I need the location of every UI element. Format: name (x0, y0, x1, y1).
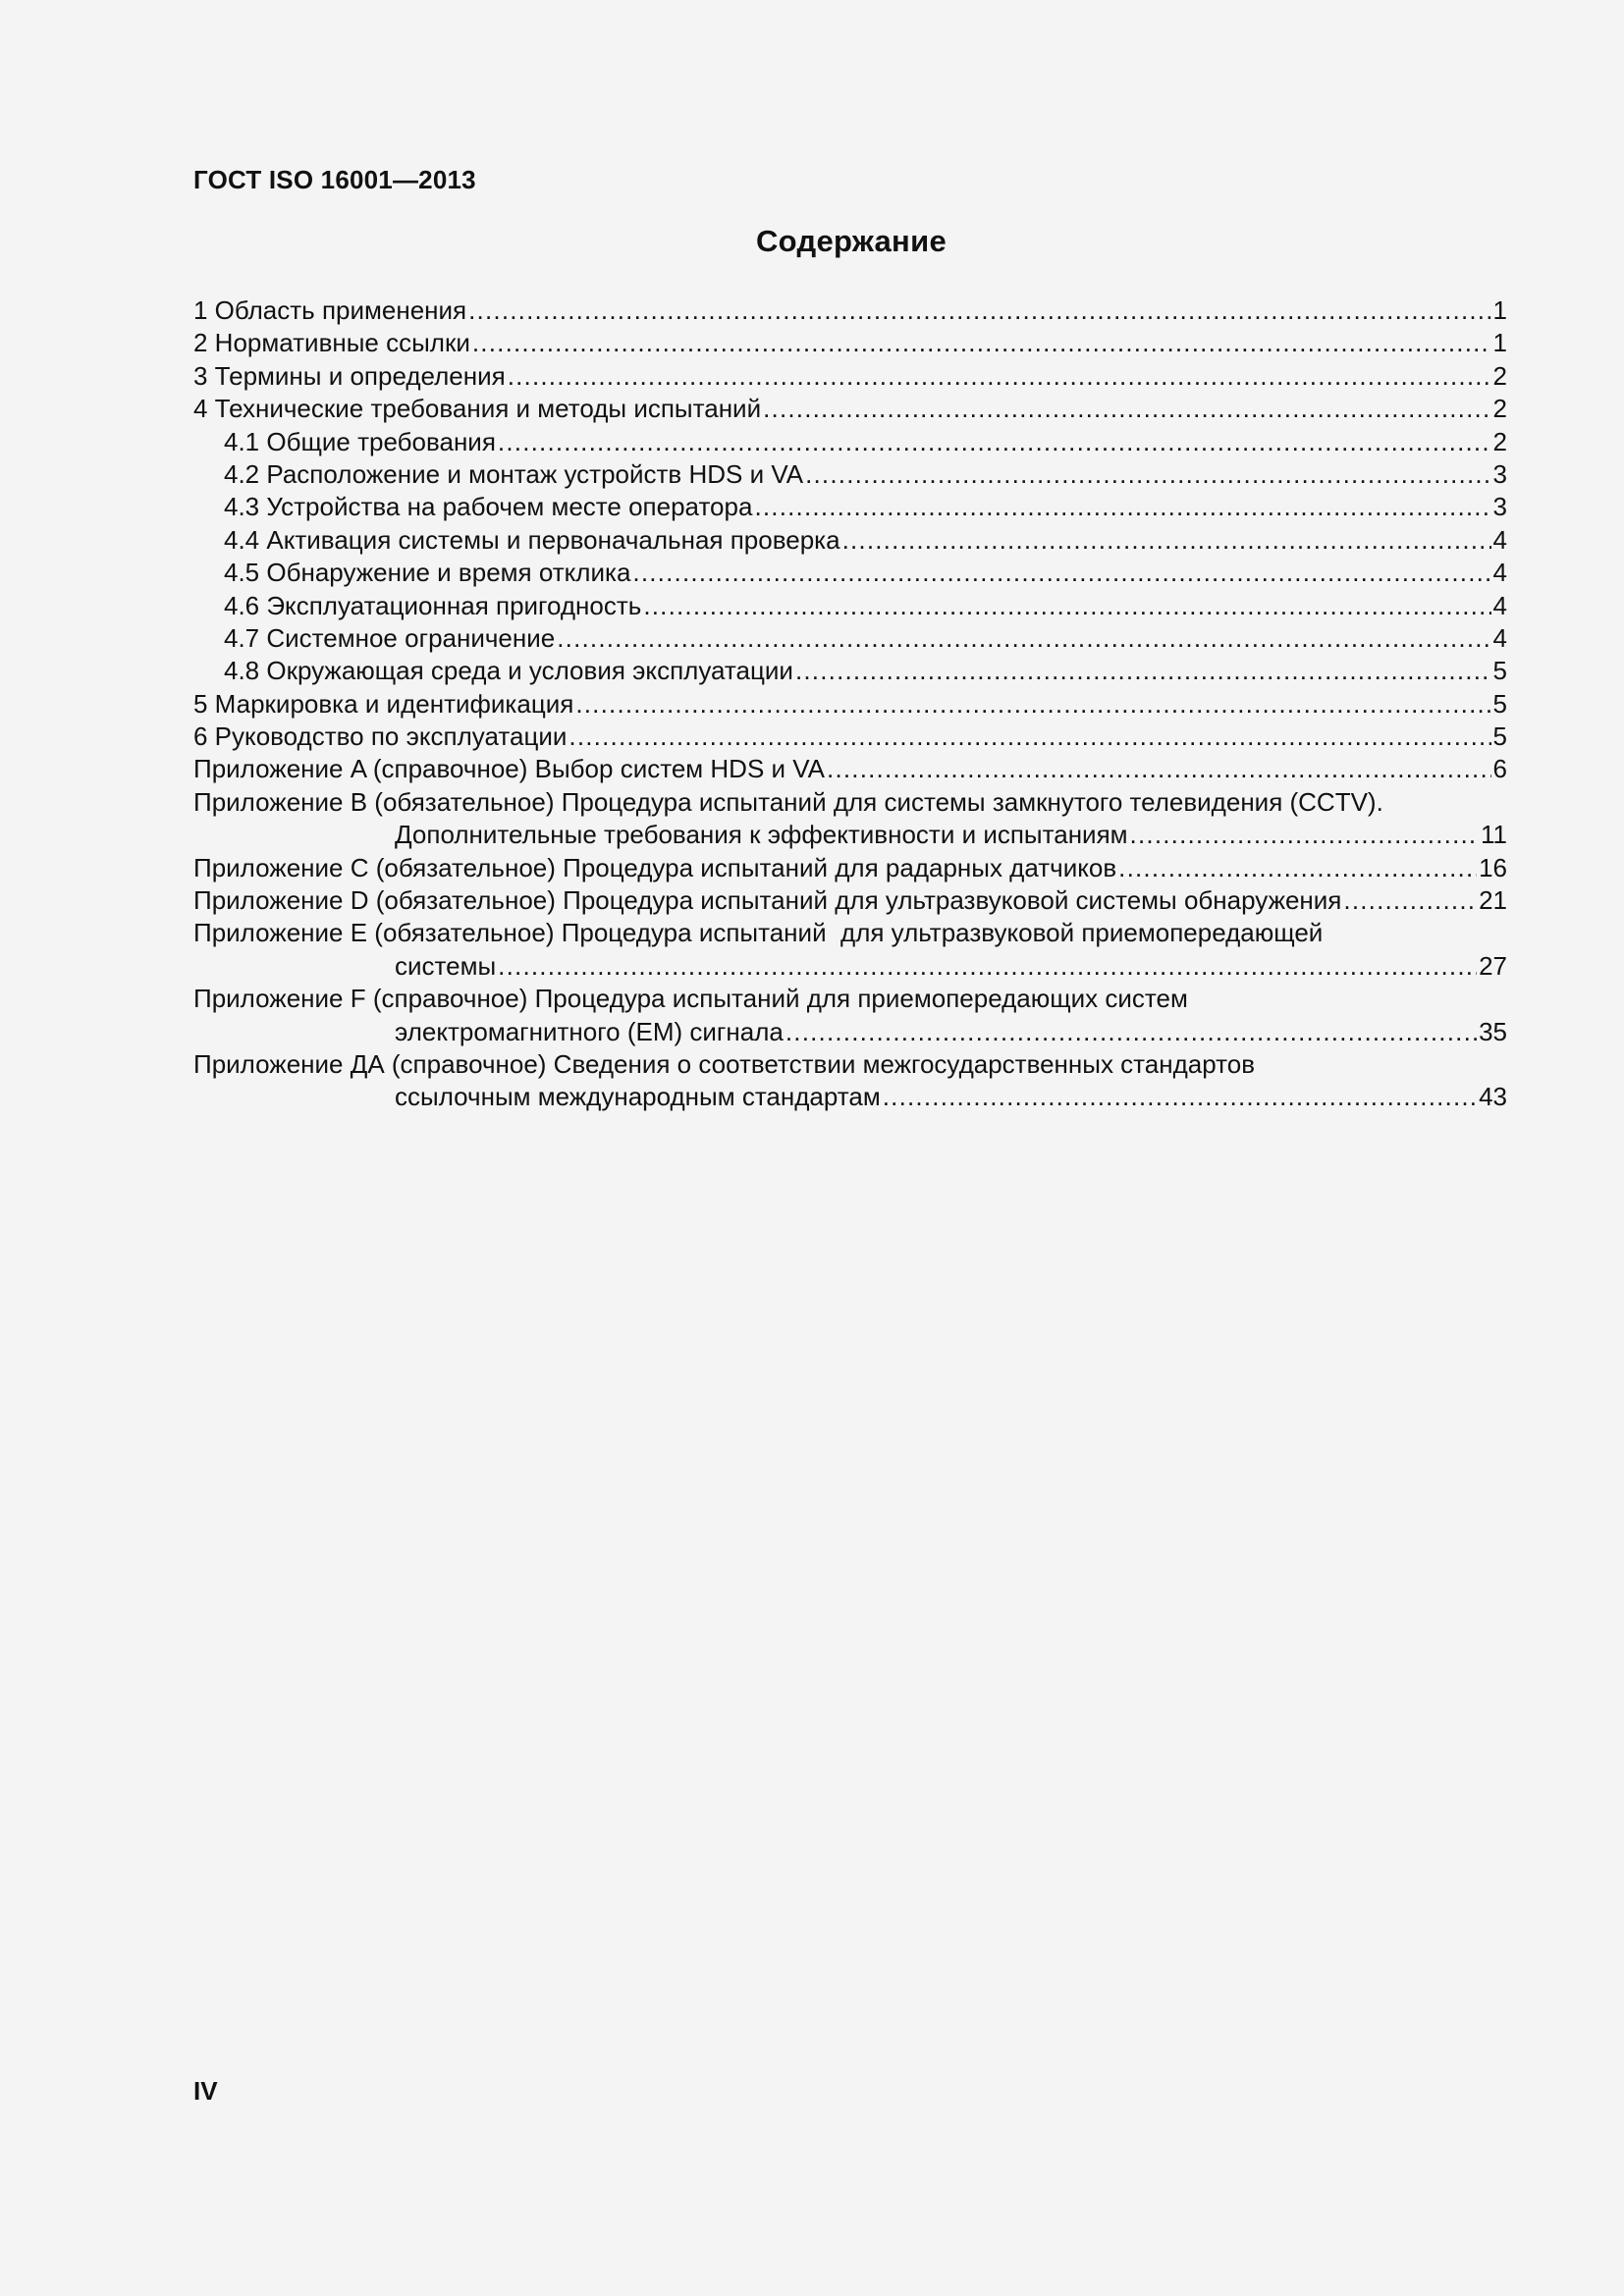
toc-entry-page: 4 (1492, 622, 1507, 653)
toc-entry-annex-da[interactable] (193, 1048, 1507, 1081)
toc-leader-dots (568, 721, 1490, 753)
toc-entry-page: 2 (1492, 426, 1507, 456)
toc-subentry[interactable] (193, 557, 1507, 589)
toc-leader-dots (785, 1016, 1477, 1048)
toc-entry-page: 1 (1492, 328, 1507, 358)
toc-entry-page: 5 (1492, 688, 1507, 719)
toc-entry-page: 5 (1492, 721, 1507, 752)
toc-entry-annex-e[interactable] (193, 917, 1507, 949)
toc-entry-text: Приложение A (справочное) Выбор систем HDS и VA (193, 754, 826, 784)
toc-leader-dots (842, 524, 1491, 557)
toc-title: Содержание (756, 224, 947, 258)
toc-leader-dots (498, 950, 1477, 983)
toc-leader-dots (754, 491, 1490, 523)
toc-entry-text: Приложение D (обязательное) Процедура испытаний для ультразвуковой системы обнаружения (193, 885, 1342, 916)
toc-leader-dots (883, 1081, 1477, 1113)
toc-leader-dots (643, 590, 1490, 622)
toc-subentry[interactable] (193, 458, 1507, 491)
toc-leader-dots (632, 557, 1490, 589)
toc-entry[interactable] (193, 294, 1507, 327)
toc-leader-dots (1118, 852, 1477, 884)
toc-entry-text: Приложение E (обязательное) Процедура испытаний для ультразвуковой приемопередающей (193, 918, 1324, 948)
toc-entry[interactable] (193, 721, 1507, 753)
toc-leader-dots (472, 327, 1491, 359)
toc-leader-dots (805, 458, 1490, 491)
toc-entry[interactable] (193, 393, 1507, 425)
toc-entry-annex-d[interactable] (193, 884, 1507, 917)
toc-entry-continuation[interactable] (193, 819, 1507, 851)
toc-subentry[interactable] (193, 622, 1507, 655)
toc-entry-text: Дополнительные требования к эффективности и испытаниям (395, 820, 1128, 850)
toc-entry[interactable] (193, 327, 1507, 359)
toc-entry-page: 4 (1492, 590, 1507, 620)
toc-entry-text: системы (395, 950, 497, 981)
toc-subentry[interactable] (193, 524, 1507, 557)
toc-entry-text: 4.2 Расположение и монтаж устройств HDS и VA (224, 458, 804, 489)
toc-entry-text: 6 Руководство по эксплуатации (193, 721, 568, 752)
toc-entry-page: 4 (1492, 524, 1507, 555)
toc-entry[interactable] (193, 360, 1507, 393)
toc-leader-dots (498, 426, 1491, 458)
toc-entry[interactable] (193, 688, 1507, 721)
toc-entry-text: 4.5 Обнаружение и время отклика (224, 558, 631, 588)
toc-leader-dots (1130, 819, 1479, 851)
toc-entry-page: 21 (1479, 885, 1507, 916)
toc-leader-dots (468, 294, 1490, 327)
toc-entry-page: 4 (1492, 558, 1507, 588)
toc-entry-text: 4.4 Активация системы и первоначальная проверка (224, 524, 840, 555)
toc-entry-page: 16 (1479, 852, 1507, 882)
page-number: IV (193, 2076, 218, 2106)
toc-entry-page: 35 (1479, 1016, 1507, 1046)
toc-leader-dots (763, 393, 1490, 425)
toc-leader-dots (575, 688, 1490, 721)
toc-entry-text: 3 Термины и определения (193, 360, 506, 391)
toc-subentry[interactable] (193, 426, 1507, 458)
toc-entry-page: 3 (1492, 492, 1507, 522)
toc-entry-text: 4.7 Системное ограничение (224, 622, 556, 653)
toc-leader-dots (827, 753, 1491, 785)
toc-entry-text: 1 Область применения (193, 295, 467, 325)
table-of-contents (193, 294, 1507, 1114)
toc-leader-dots (1343, 884, 1477, 917)
toc-entry-annex-a[interactable] (193, 753, 1507, 785)
toc-entry-page: 3 (1492, 458, 1507, 489)
standard-designation: ГОСТ ISO 16001—2013 (193, 165, 476, 194)
toc-entry-text: Приложение ДА (справочное) Сведения о соответствии межгосударственных стандартов (193, 1048, 1256, 1079)
toc-entry-text: Приложение F (справочное) Процедура испытаний для приемопередающих систем (193, 984, 1188, 1014)
toc-entry-text: 2 Нормативные ссылки (193, 328, 470, 358)
toc-entry-text: 5 Маркировка и идентификация (193, 688, 574, 719)
toc-entry-page: 6 (1492, 754, 1507, 784)
toc-entry-text: 4.1 Общие требования (224, 426, 496, 456)
toc-entry-text: Приложение B (обязательное) Процедура испытаний для системы замкнутого телевидения (CCTV). (193, 786, 1383, 817)
toc-entry-page: 27 (1479, 950, 1507, 981)
toc-entry-continuation[interactable] (193, 1016, 1507, 1048)
toc-entry-text: 4.3 Устройства на рабочем месте оператора (224, 492, 753, 522)
toc-leader-dots (508, 360, 1491, 393)
toc-entry-page: 11 (1481, 820, 1507, 850)
toc-entry-text: 4.6 Эксплуатационная пригодность (224, 590, 642, 620)
toc-entry-page: 2 (1492, 394, 1507, 424)
toc-entry-text: Приложение C (обязательное) Процедура испытаний для радарных датчиков (193, 852, 1117, 882)
toc-entry-text: ссылочным международным стандартам (395, 1082, 881, 1112)
toc-leader-dots (795, 655, 1491, 687)
toc-entry-continuation[interactable] (193, 1081, 1507, 1113)
toc-entry-page: 43 (1479, 1082, 1507, 1112)
toc-entry-page: 1 (1492, 295, 1507, 325)
toc-entry-annex-c[interactable] (193, 852, 1507, 884)
toc-leader-dots (557, 622, 1490, 655)
toc-entry-annex-f[interactable] (193, 983, 1507, 1015)
toc-entry-page: 2 (1492, 360, 1507, 391)
toc-entry-continuation[interactable] (193, 950, 1507, 983)
toc-subentry[interactable] (193, 590, 1507, 622)
toc-entry-page: 5 (1492, 656, 1507, 686)
toc-subentry[interactable] (193, 655, 1507, 687)
toc-subentry[interactable] (193, 491, 1507, 523)
toc-entry-annex-b[interactable] (193, 786, 1507, 819)
toc-entry-text: электромагнитного (ЕМ) сигнала (395, 1016, 784, 1046)
toc-entry-text: 4.8 Окружающая среда и условия эксплуатации (224, 656, 793, 686)
toc-entry-text: 4 Технические требования и методы испытаний (193, 394, 762, 424)
